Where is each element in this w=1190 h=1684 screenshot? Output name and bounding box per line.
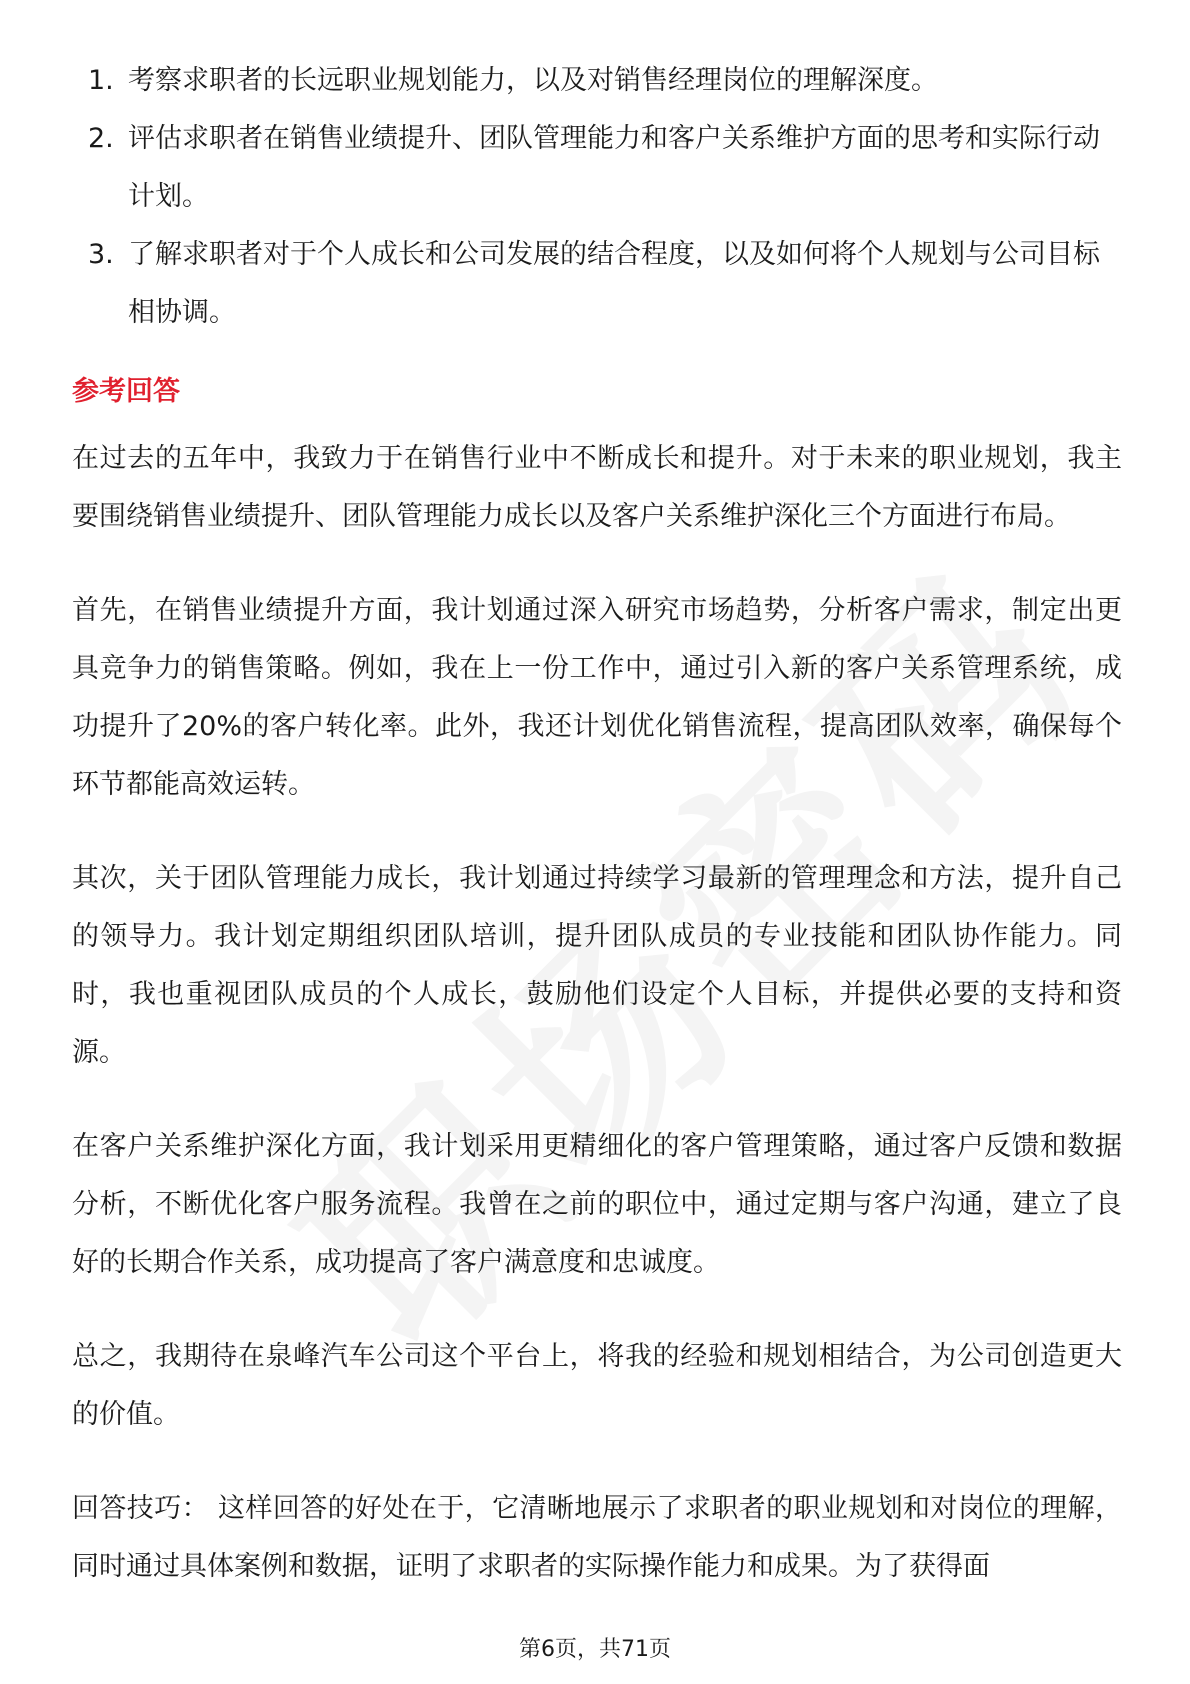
list-item — [72, 226, 1122, 342]
page-content — [72, 52, 1122, 1596]
list-item — [72, 52, 1122, 110]
objectives-list — [72, 52, 1122, 342]
section-heading: 参考回答 — [72, 376, 180, 407]
list-item-text: 了解求职者对于个人成长和公司发展的结合程度，以及如何将个人规划与公司目标相协调。 — [128, 239, 1100, 328]
page-number: 第6页，共71页 — [519, 1637, 671, 1662]
list-item-number: 3. — [88, 239, 114, 270]
list-item-number: 1. — [88, 65, 114, 96]
tips-paragraph: 回答技巧： 这样回答的好处在于，它清晰地展示了求职者的职业规划和对岗位的理解，同时通过具体案例和数据，证明了求职者的实际操作能力和成果。为了获得面 — [72, 1493, 1122, 1582]
list-item-text: 考察求职者的长远职业规划能力，以及对销售经理岗位的理解深度。 — [128, 65, 938, 96]
answer-paragraph: 其次，关于团队管理能力成长，我计划通过持续学习最新的管理理念和方法，提升自己的领导力。我计划定期组织团队培训，提升团队成员的专业技能和团队协作能力。同时，我也重视团队成员的个人成长，鼓励他们设定个人目标，并提供必要的支持和资源。 — [72, 863, 1122, 1068]
list-item-number: 2. — [88, 123, 114, 154]
list-item — [72, 110, 1122, 226]
answer-paragraph: 在客户关系维护深化方面，我计划采用更精细化的客户管理策略，通过客户反馈和数据分析，不断优化客户服务流程。我曾在之前的职位中，通过定期与客户沟通，建立了良好的长期合作关系，成功提高了客户满意度和忠诚度。 — [72, 1131, 1122, 1278]
answer-paragraph: 在过去的五年中，我致力于在销售行业中不断成长和提升。对于未来的职业规划，我主要围绕销售业绩提升、团队管理能力成长以及客户关系维护深化三个方面进行布局。 — [72, 443, 1122, 532]
answer-paragraph: 总之，我期待在泉峰汽车公司这个平台上，将我的经验和规划相结合，为公司创造更大的价值。 — [72, 1341, 1122, 1430]
answer-paragraph: 首先，在销售业绩提升方面，我计划通过深入研究市场趋势，分析客户需求，制定出更具竞争力的销售策略。例如，我在上一份工作中，通过引入新的客户关系管理系统，成功提升了20%的客户转化率。此外，我还计划优化销售流程，提高团队效率，确保每个环节都能高效运转。 — [72, 595, 1122, 800]
list-item-text: 评估求职者在销售业绩提升、团队管理能力和客户关系维护方面的思考和实际行动计划。 — [128, 123, 1100, 212]
